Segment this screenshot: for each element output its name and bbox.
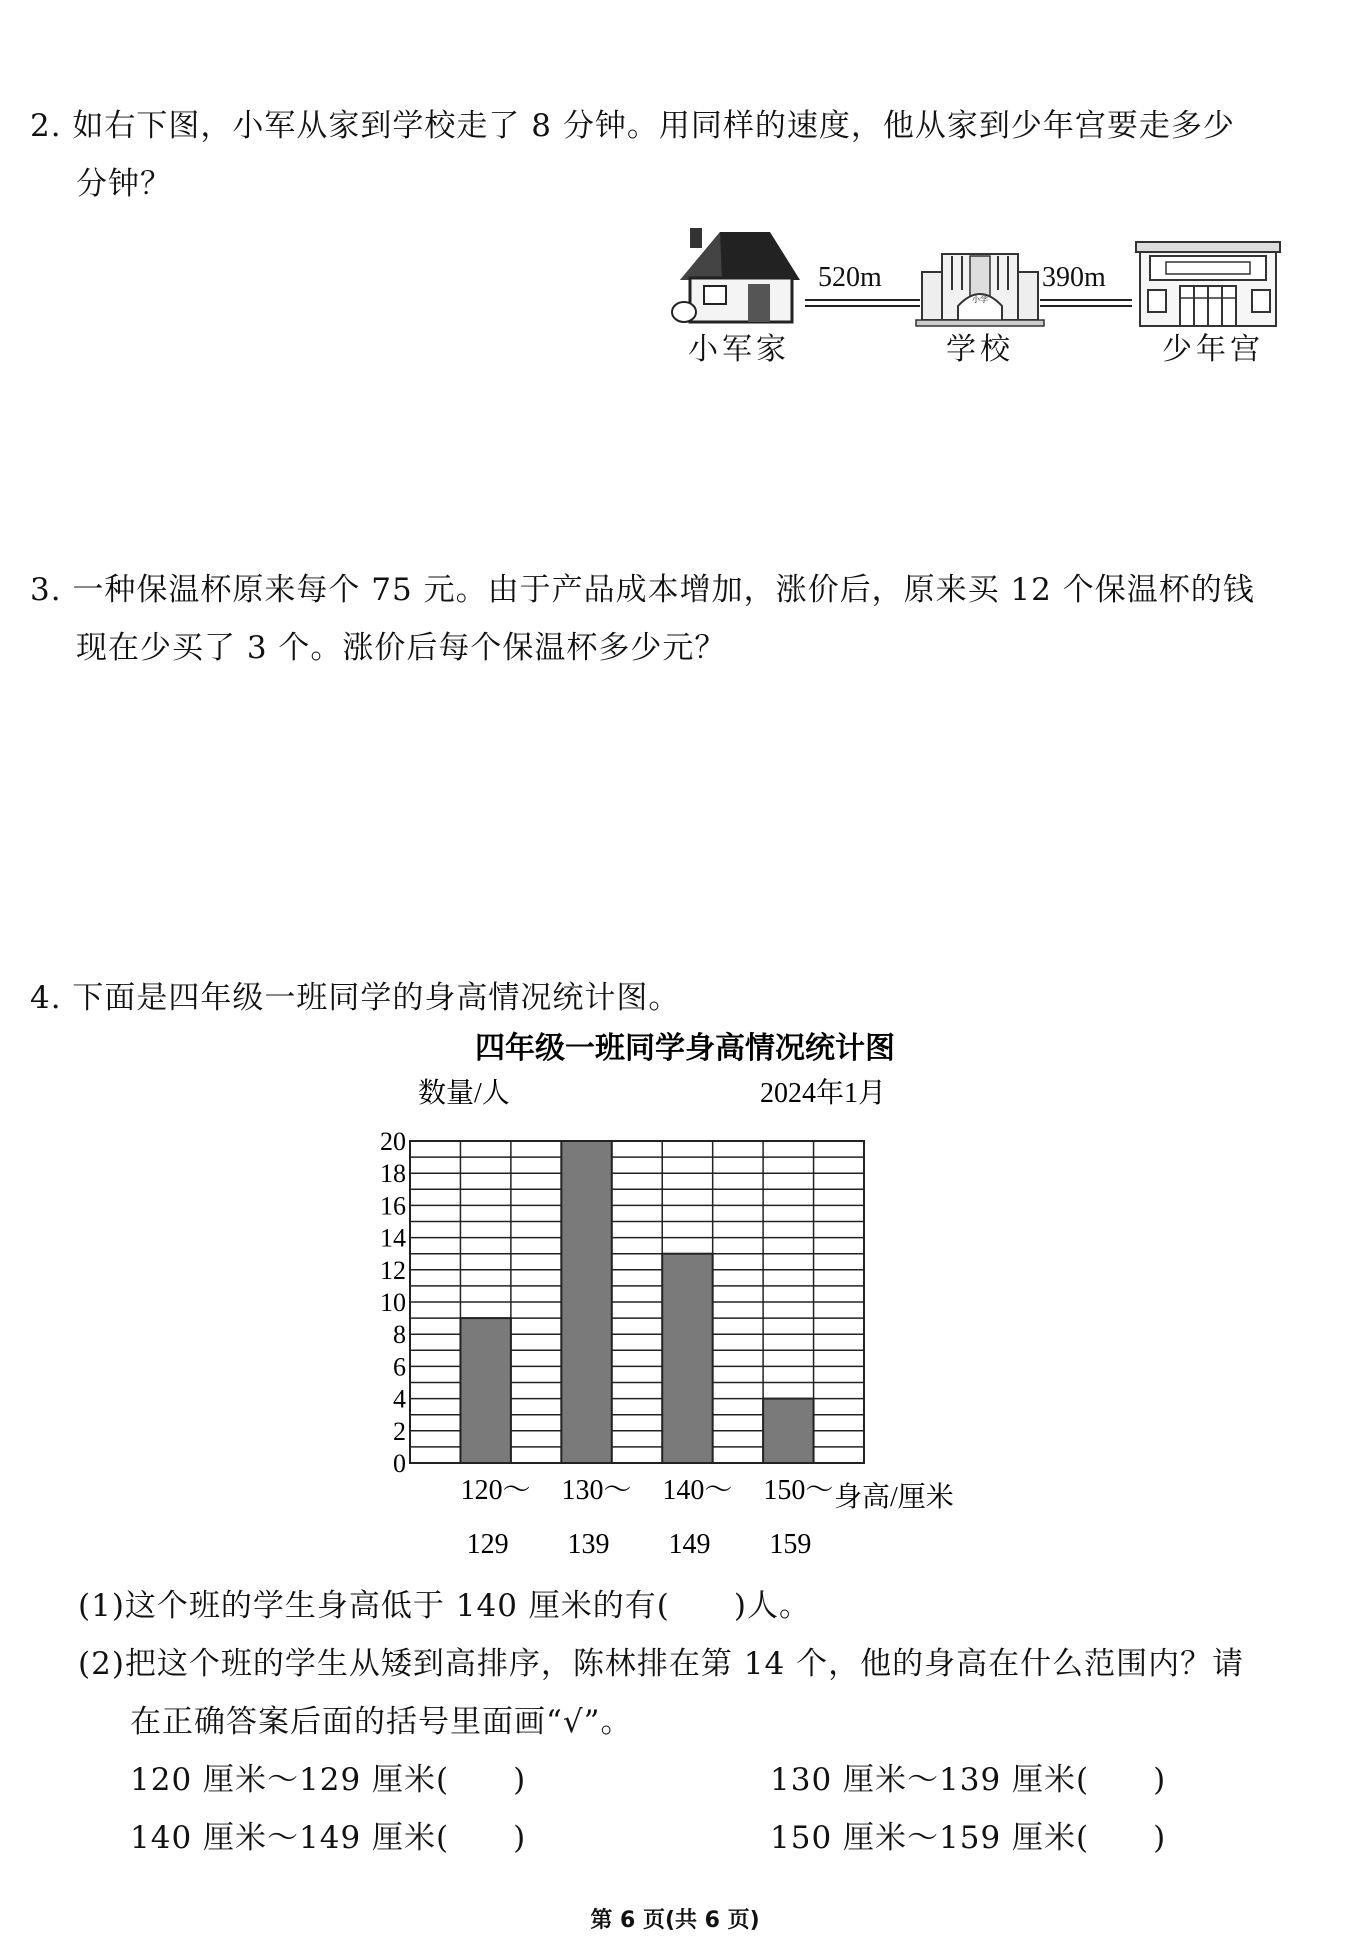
q4-intro: 4. 下面是四年级一班同学的身高情况统计图。 — [30, 980, 681, 1016]
q4-sub2-line2: 在正确答案后面的括号里面画“√”。 — [130, 1704, 633, 1740]
q4-sub1: (1)这个班的学生身高低于 140 厘米的有( )人。 — [78, 1588, 811, 1624]
chart-ylabel: 数量/人 — [418, 1078, 510, 1109]
y-tick-label: 20 — [380, 1127, 406, 1156]
bar — [763, 1399, 813, 1463]
chart-date: 2024年1月 — [760, 1078, 887, 1109]
chart-svg — [360, 1030, 1020, 1570]
chart-xlabel: 身高/厘米 — [834, 1482, 954, 1513]
y-tick-label: 6 — [393, 1352, 406, 1382]
y-tick-label: 4 — [393, 1384, 406, 1414]
x-tick-label: 149 — [668, 1529, 711, 1560]
school-label: 学校 — [946, 332, 1014, 367]
bar — [460, 1318, 510, 1463]
q3-line2: 现在少买了 3 个。涨价后每个保温杯多少元？ — [76, 630, 727, 666]
y-tick-label: 18 — [380, 1159, 406, 1189]
distance-label-1: 520m — [818, 262, 882, 293]
y-tick-label: 14 — [380, 1223, 406, 1253]
q2-line1: 2. 如右下图，小军从家到学校走了 8 分钟。用同样的速度，他从家到少年宫要走多少 — [30, 108, 1235, 144]
q4-sub2-line1: (2)把这个班的学生从矮到高排序，陈林排在第 14 个，他的身高在什么范围内？请 — [78, 1646, 1245, 1682]
q3-line1: 3. 一种保温杯原来每个 75 元。由于产品成本增加，涨价后，原来买 12 个保温杯的钱 — [30, 572, 1255, 608]
y-tick-label: 10 — [380, 1288, 406, 1317]
x-tick-label: 139 — [567, 1529, 610, 1560]
height-bar-chart — [360, 1030, 1020, 1570]
y-tick-label: 2 — [393, 1416, 406, 1446]
route-diagram — [670, 220, 1290, 380]
bar — [561, 1141, 611, 1463]
y-tick-label: 8 — [393, 1320, 406, 1350]
y-tick-label: 12 — [380, 1255, 406, 1285]
youth-palace-icon — [1136, 242, 1280, 326]
bar — [662, 1254, 712, 1463]
x-tick-label: 150～ — [763, 1475, 834, 1506]
option-140-149: 140 厘米～149 厘米( ) — [130, 1820, 527, 1856]
y-tick-label: 0 — [393, 1449, 406, 1478]
x-tick-label: 140～ — [662, 1475, 733, 1506]
page-footer: 第 6 页(共 6 页) — [590, 1908, 760, 1933]
chart-title: 四年级一班同学身高情况统计图 — [475, 1031, 895, 1066]
x-tick-label: 130～ — [561, 1475, 632, 1506]
distance-label-2: 390m — [1042, 262, 1106, 293]
y-tick-label: 16 — [380, 1191, 406, 1221]
palace-label: 少年宫 — [1162, 332, 1264, 367]
school-sign: 小学 — [972, 295, 988, 304]
option-150-159: 150 厘米～159 厘米( ) — [770, 1820, 1167, 1856]
option-130-139: 130 厘米～139 厘米( ) — [770, 1762, 1167, 1798]
house-icon — [672, 228, 800, 322]
x-tick-label: 120～ — [460, 1475, 531, 1506]
x-tick-label: 159 — [769, 1529, 812, 1560]
home-label: 小军家 — [688, 332, 790, 367]
x-tick-label: 129 — [466, 1529, 509, 1560]
option-120-129: 120 厘米～129 厘米( ) — [130, 1762, 527, 1798]
school-icon — [916, 254, 1044, 326]
q2-line2: 分钟？ — [76, 166, 172, 202]
